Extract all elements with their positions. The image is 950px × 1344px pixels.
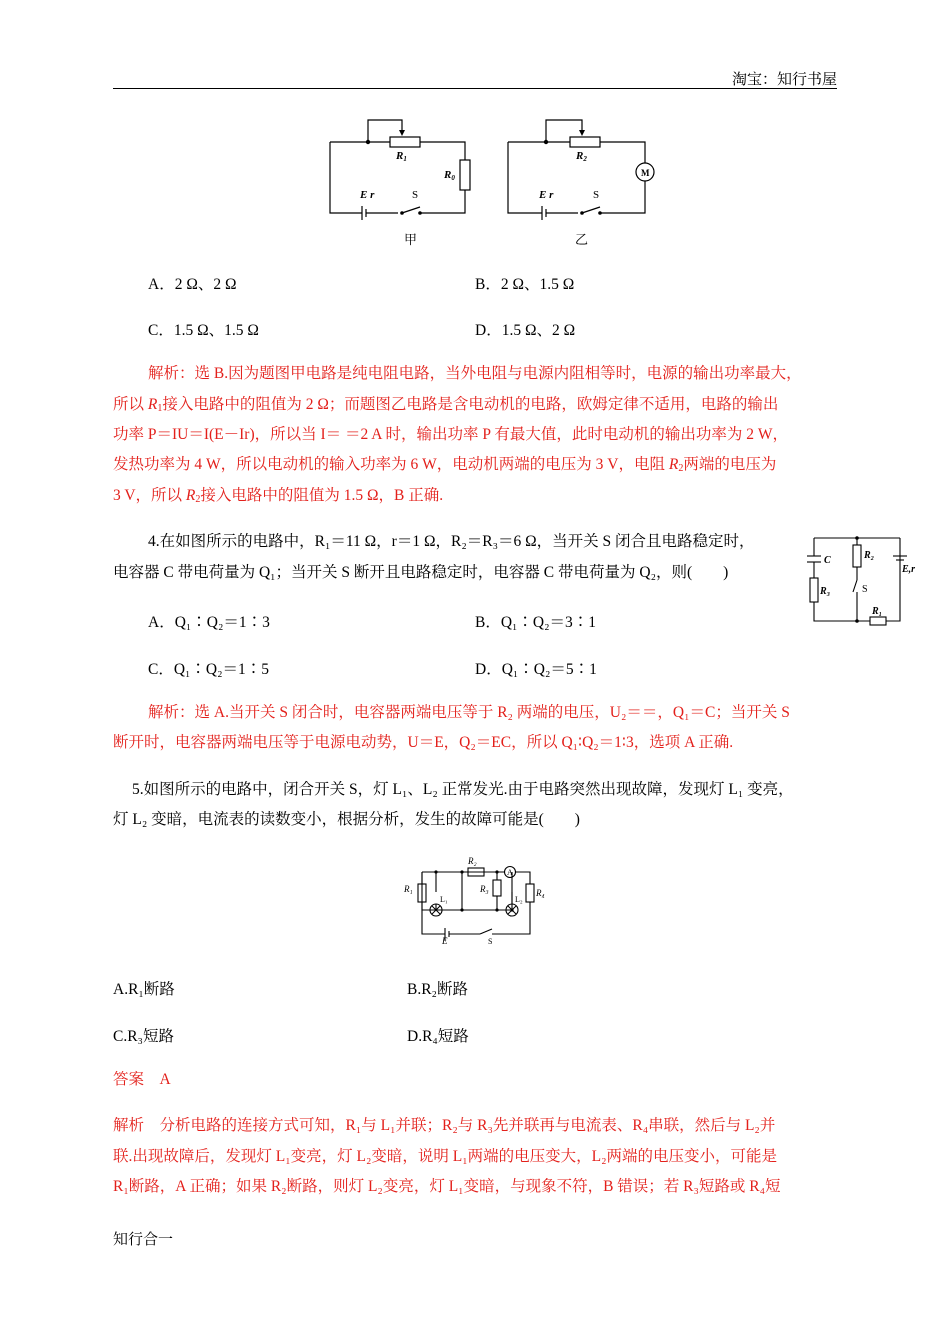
svg-text:R₂: R₂ [468, 856, 477, 866]
svg-text:E r: E r [539, 189, 554, 201]
q5-option-a: A.R₁断路 [113, 981, 175, 998]
q3-option-c: C．1.5 Ω、1.5 Ω [148, 322, 259, 339]
svg-text:R₁: R₁ [872, 606, 883, 617]
q5-option-d: D.R₄短路 [407, 1028, 469, 1045]
header-shop: 淘宝：知行书屋 [731, 70, 837, 88]
svg-text:R₃: R₃ [820, 586, 831, 597]
q4-line1: 4.在如图所示的电路中，R₁＝11 Ω，r＝1 Ω，R₂＝R₃＝6 Ω，当开关 S 闭合且电路稳定时， [148, 533, 755, 550]
svg-text:R1: R1 [396, 150, 407, 163]
svg-text:甲: 甲 [404, 232, 418, 247]
q5-circuit-figure [400, 852, 560, 952]
svg-text:R₂: R₂ [864, 550, 875, 561]
svg-text:M: M [641, 168, 650, 178]
sol5-line3: R₁断路，A 正确；如果 R₂断路，则灯 L₂变亮，灯 L₁变暗，与现象不符，B 错误；若 R₃短路或 R₄短 [113, 1178, 781, 1195]
page-footer: 知行合一 [113, 1230, 174, 1248]
q3-option-d: D．1.5 Ω、2 Ω [475, 322, 576, 339]
svg-text:S: S [593, 189, 600, 201]
q4-option-a: A．Q₁∶Q₂＝1∶3 [148, 614, 270, 631]
sol5-line1: 解析 分析电路的连接方式可知，R₁与 L₁并联；R₂与 R₃先并联再与电流表、R₄串联，然后与 L₂并 [113, 1117, 776, 1134]
svg-text:E,r: E,r [902, 564, 916, 575]
q4-line2: 电容器 C 带电荷量为 Q₁；当开关 S 断开且电路稳定时，电容器 C 带电荷量为 Q₂，则( ) [113, 564, 729, 581]
answer-5: 答案 A [113, 1071, 171, 1088]
svg-text:L₁: L₁ [440, 895, 448, 904]
sol5-line2: 联.出现故障后，发现灯 L₁变亮，灯 L₂变暗，说明 L₁两端的电压变大，L₂两端的电压变小，可能是 [113, 1148, 777, 1165]
svg-text:A: A [507, 868, 513, 877]
sol3-line4: 发热功率为 4 W，所以电动机的输入功率为 6 W，电动机两端的电压为 3 V，电阻 $R_2$两端的电压为 [113, 456, 777, 474]
q4-circuit-figure [800, 530, 930, 630]
svg-text:S: S [412, 189, 419, 201]
sol4-line2: 断开时，电容器两端电压等于电源电动势，U＝E，Q₂＝EC，所以 Q₁∶Q₂＝1∶3，选项 A 正确. [113, 734, 734, 751]
circuit-figure-jia-yi [320, 110, 660, 250]
svg-text:E: E [442, 936, 448, 946]
svg-text:E r: E r [360, 189, 375, 201]
q4-option-b: B．Q₁∶Q₂＝3∶1 [475, 614, 597, 631]
q3-option-b: B．2 Ω、1.5 Ω [475, 276, 575, 293]
svg-text:R₄: R₄ [536, 888, 545, 898]
q5-option-b: B.R₂断路 [407, 981, 468, 998]
svg-text:R2: R2 [576, 150, 587, 163]
q5-option-c: C.R₃短路 [113, 1028, 174, 1045]
page-header [113, 66, 837, 89]
q5-line1: 5.如图所示的电路中，闭合开关 S，灯 L₁、L₂ 正常发光.由于电路突然出现故障，发现灯 L₁ 变亮， [132, 781, 794, 798]
sol4-line1: 解析：选 A.当开关 S 闭合时，电容器两端电压等于 R₂ 两端的电压，U₂＝＝，Q₁＝C；当开关 S [148, 704, 790, 721]
svg-text:S: S [488, 937, 493, 946]
q4-option-d: D．Q₁∶Q₂＝5∶1 [475, 661, 597, 678]
svg-text:R0: R0 [444, 169, 455, 182]
svg-text:C: C [824, 555, 831, 566]
q3-option-a: A．2 Ω、2 Ω [148, 276, 237, 293]
sol3-line5: 3 V，所以 $R_2$接入电路中的阻值为 1.5 Ω，B 正确. [113, 487, 444, 505]
svg-text:L₂: L₂ [515, 895, 523, 904]
sol3-line1: 解析：选 B.因为题图甲电路是纯电阻电路，当外电阻与电源内阻相等时，电源的输出功率最大， [148, 365, 802, 382]
svg-text:R₃: R₃ [480, 884, 489, 894]
q5-line2: 灯 L₂ 变暗，电流表的读数变小，根据分析，发生的故障可能是( ) [113, 811, 580, 828]
svg-text:乙: 乙 [575, 232, 589, 247]
sol3-line3: 功率 P＝IU＝I(E－Ir)，所以当 I＝ ＝2 A 时，输出功率 P 有最大值，此时电动机的输出功率为 2 W， [113, 426, 788, 443]
svg-text:R₁: R₁ [404, 884, 413, 894]
q4-option-c: C．Q₁∶Q₂＝1∶5 [148, 661, 270, 678]
svg-text:S: S [862, 584, 868, 595]
sol3-line2: 所以 $R_1$接入电路中的阻值为 2 Ω；而题图乙电路是含电动机的电路，欧姆定律不适用，电路的输出 [113, 396, 779, 414]
